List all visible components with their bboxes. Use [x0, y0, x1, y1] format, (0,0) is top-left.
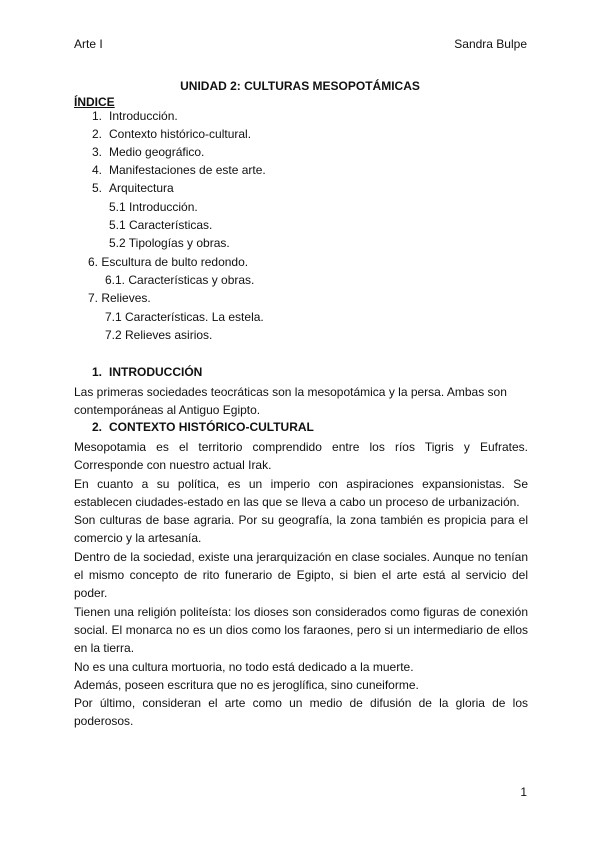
toc-item: 5.1 Características.	[109, 218, 213, 232]
paragraph: Mesopotamia es el territorio comprendido entre los ríos Tigris y Eufrates. Corresponde con nuestro actual Irak.	[74, 440, 528, 473]
paragraph: Las primeras sociedades teocráticas son la mesopotámica y la persa. Ambas son contemporáneas al Antiguo Egipto.	[74, 385, 507, 418]
section-body	[74, 383, 528, 420]
paragraph: Son culturas de base agraria. Por su geografía, la zona también es propicia para el comercio y la artesanía.	[74, 513, 528, 546]
section-body	[74, 438, 528, 731]
toc-item: 6. Escultura de bulto redondo.	[88, 255, 249, 269]
toc-item: 7.2 Relieves asirios.	[105, 328, 213, 342]
toc-item: 5.1 Introducción.	[109, 200, 198, 214]
paragraph: Además, poseen escritura que no es jeroglífica, sino cuneiforme.	[74, 677, 419, 692]
header-author: Sandra Bulpe	[454, 37, 527, 51]
paragraph: Por último, consideran el arte como un medio de difusión de la gloria de los poderosos.	[74, 696, 528, 729]
page-number: 1	[520, 785, 527, 799]
paragraph: En cuanto a su política, es un imperio con aspiraciones expansionistas. Se establecen ciudades-estado en las que se lleva a cabo un proceso de urbanización.	[74, 476, 528, 509]
toc-item: 1. Introducción.	[92, 109, 178, 123]
header-course: Arte I	[74, 37, 103, 51]
toc-item: 7.1 Características. La estela.	[105, 310, 264, 324]
section-heading: 1. INTRODUCCIÓN	[92, 365, 203, 379]
toc-item: 4. Manifestaciones de este arte.	[92, 163, 266, 177]
paragraph: No es una cultura mortuoria, no todo está dedicado a la muerte.	[74, 659, 414, 674]
document-title: UNIDAD 2: CULTURAS MESOPOTÁMICAS	[180, 79, 420, 93]
toc-item: 3. Medio geográfico.	[92, 145, 205, 159]
index-heading: ÍNDICE	[74, 95, 115, 109]
toc-item: 7. Relieves.	[88, 291, 151, 305]
toc-item: 2. Contexto histórico-cultural.	[92, 127, 252, 141]
paragraph: Tienen una religión politeísta: los dioses son considerados como figuras de conexión social. El monarca no es un dios como los faraones, pero si un intermediario de ellos en la tierra.	[74, 604, 528, 656]
paragraph: Dentro de la sociedad, existe una jerarquización en clase sociales. Aunque no tenían el mismo concepto de rito funerario de Egipto, si bien el arte está al servicio del poder.	[74, 549, 528, 601]
toc-item: 5. Arquitectura	[92, 181, 174, 195]
section-heading: 2. CONTEXTO HISTÓRICO-CULTURAL	[92, 420, 314, 434]
toc-item: 6.1. Características y obras.	[105, 273, 255, 287]
toc-item: 5.2 Tipologías y obras.	[109, 236, 230, 250]
